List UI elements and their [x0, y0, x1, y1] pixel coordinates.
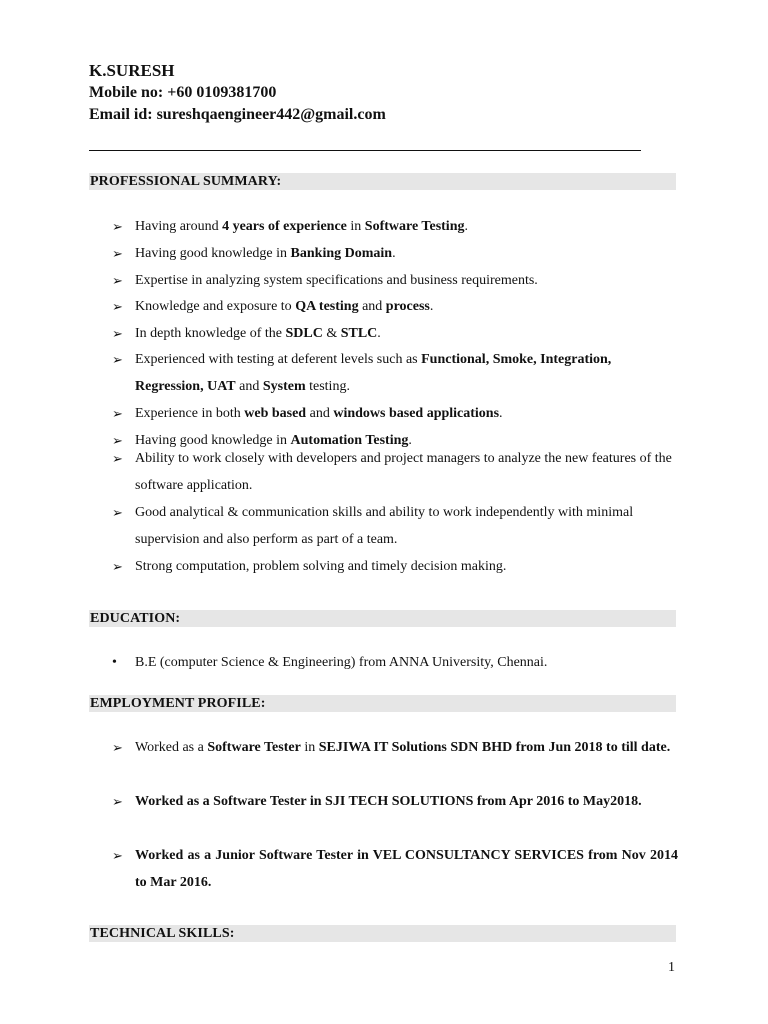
arrow-bullet-icon: ➢ — [112, 433, 123, 448]
arrow-bullet-icon: ➢ — [112, 451, 123, 466]
employment-item: ➢ Worked as a Software Tester in SJI TECH SOLUTIONS from Apr 2016 to May2018. — [112, 788, 678, 815]
summary-item: ➢ Ability to work closely with developers and project managers to analyze the new features of the software application. — [112, 445, 678, 499]
arrow-bullet-icon: ➢ — [112, 794, 123, 809]
arrow-bullet-icon: ➢ — [112, 406, 123, 421]
section-heading-technical-skills: TECHNICAL SKILLS: — [89, 925, 676, 942]
summary-item: ➢ Having good knowledge in Automation Testing. — [112, 427, 678, 454]
education-item: • B.E (computer Science & Engineering) from ANNA University, Chennai. — [112, 652, 547, 674]
arrow-bullet-icon: ➢ — [112, 326, 123, 341]
summary-item: ➢ Knowledge and exposure to QA testing and process. — [112, 293, 678, 320]
page-number: 1 — [668, 960, 675, 975]
arrow-bullet-icon: ➢ — [112, 299, 123, 314]
section-heading-employment: EMPLOYMENT PROFILE: — [89, 695, 676, 712]
arrow-bullet-icon: ➢ — [112, 559, 123, 574]
arrow-bullet-icon: ➢ — [112, 505, 123, 520]
header — [89, 60, 386, 126]
dot-bullet-icon: • — [112, 655, 117, 670]
arrow-bullet-icon: ➢ — [112, 246, 123, 261]
arrow-bullet-icon: ➢ — [112, 848, 123, 863]
section-heading-education: EDUCATION: — [89, 610, 676, 627]
summary-item: ➢ In depth knowledge of the SDLC & STLC. — [112, 320, 678, 347]
email-address: Email id: sureshqaengineer442@gmail.com — [89, 106, 386, 123]
summary-item: ➢ Experienced with testing at deferent levels such as Functional, Smoke, Integration, Regression, UAT and System testing. — [112, 346, 678, 400]
arrow-bullet-icon: ➢ — [112, 219, 123, 234]
candidate-name: K.SURESH — [89, 61, 175, 80]
arrow-bullet-icon: ➢ — [112, 273, 123, 288]
summary-item: ➢ Strong computation, problem solving and timely decision making. — [112, 553, 678, 580]
summary-item: ➢ Having around 4 years of experience in Software Testing. — [112, 213, 678, 240]
summary-item: ➢ Having good knowledge in Banking Domain. — [112, 240, 678, 267]
summary-item: ➢ Experience in both web based and windows based applications. — [112, 400, 678, 427]
section-heading-summary: PROFESSIONAL SUMMARY: — [89, 173, 676, 190]
summary-item: ➢ Good analytical & communication skills and ability to work independently with minimal supervision and also perform as part of a team. — [112, 499, 678, 553]
header-divider — [89, 150, 641, 151]
arrow-bullet-icon: ➢ — [112, 352, 123, 367]
employment-item: ➢ Worked as a Software Tester in SEJIWA IT Solutions SDN BHD from Jun 2018 to till date. — [112, 734, 678, 761]
summary-item: ➢ Expertise in analyzing system specifications and business requirements. — [112, 267, 678, 294]
employment-item: ➢ Worked as a Junior Software Tester in VEL CONSULTANCY SERVICES from Nov 2014 to Mar 2016. — [112, 842, 678, 896]
mobile-number: Mobile no: +60 0109381700 — [89, 84, 277, 101]
arrow-bullet-icon: ➢ — [112, 740, 123, 755]
